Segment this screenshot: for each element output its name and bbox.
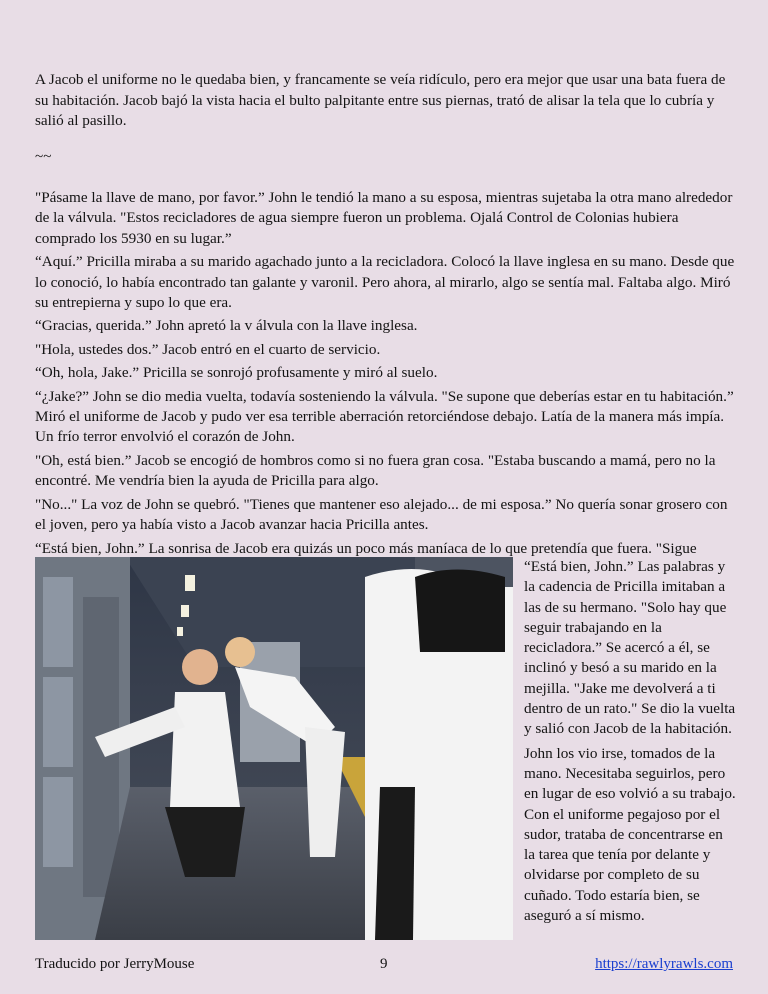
paragraph: “Oh, hola, Jake.” Pricilla se sonrojó profusamente y miró al suelo. [35, 364, 438, 382]
footer-link[interactable]: https://rawlyrawls.com [595, 956, 733, 972]
paragraph: “Está bien, John.” Las palabras y la cadencia de Pricilla imitaban a las de su hermano. "Solo hay que seguir trabajando en la recicladora.” Se acercó a él, se inclinó y besó a su marido en la mejilla. "Jake me devolverá a ti dentro de un rato." Se dio la vuelta y salió con Jacob de la habitación. [524, 558, 736, 738]
paragraph: "Pásame la llave de mano, por favor.” John le tendió la mano a su esposa, mientras sujetaba la otra mano alrededor de la válvula. "Estos recicladores de agua siempre fueron un problema. Ojalá Control de Colonias hubiera comprado los 5930 en su lugar.” [35, 189, 733, 247]
paragraph: "Hola, ustedes dos.” Jacob entró en el cuarto de servicio. [35, 340, 381, 358]
paragraph: “Aquí.” Pricilla miraba a su marido agachado junto a la recicladora. Colocó la llave inglesa en su mano. Desde que lo conoció, lo había encontrado tan galante y varonil. Pero ahora, al mirarlo, algo se sentía mal. Faltaba algo. Miró su entrepierna y supo lo que era. [35, 253, 735, 312]
paragraph: “¿Jake?” John se dio media vuelta, todavía sosteniendo la válvula. "Se supone que deberías estar en tu habitación.” Miró el uniforme de Jacob y pudo ver esa terrible aberración retorciéndose debajo. Latía de la manera más impía. Un frío terror envolvió el corazón de John. [35, 387, 734, 446]
footer-credit: Traducido por JerryMouse [35, 956, 195, 972]
paragraph: “Gracias, querida.” John apretó la v álvula con la llave inglesa. [35, 317, 418, 335]
paragraph: “Está bien, John.” La sonrisa de Jacob era quizás un poco más maníaca de lo que pretendía que fuera. "Sigue [35, 539, 697, 557]
illustration [35, 557, 513, 940]
scene-separator: ~~ [35, 148, 52, 165]
side-text-column [524, 557, 736, 930]
paragraph: John los vio irse, tomados de la mano. Necesitaba seguirlos, pero en lugar de eso volvió a su trabajo. Con el uniforme pegajoso por el sudor, trataba de concentrarse en la tarea que tenía por delante y olvidarse por completo de su cuñado. Todo estaría bien, se aseguró a sí mismo. [524, 744, 736, 925]
paragraph: "No..." La voz de John se quebró. "Tienes que mantener eso alejado... de mi esposa.” No quería sonar grosero con el joven, pero ya había visto a Jacob avanzar hacia Pricilla antes. [35, 495, 728, 534]
intro-paragraph: A Jacob el uniforme no le quedaba bien, y francamente se veía ridículo, pero era mejor que usar una bata fuera de su habitación. Jacob bajó la vista hacia el bulto palpitante entre sus piernas, trató de alisar la tela que lo cubría y salió al pasillo. [35, 71, 726, 129]
paragraph: "Oh, está bien.” Jacob se encogió de hombros como si no fuera gran cosa. "Estaba buscando a mamá, pero no la encontré. Me vendría bien la ayuda de Pricilla para algo. [35, 451, 716, 490]
dialogue-section [35, 188, 735, 606]
illustration-scene [35, 557, 513, 940]
page-number: 9 [380, 956, 388, 972]
